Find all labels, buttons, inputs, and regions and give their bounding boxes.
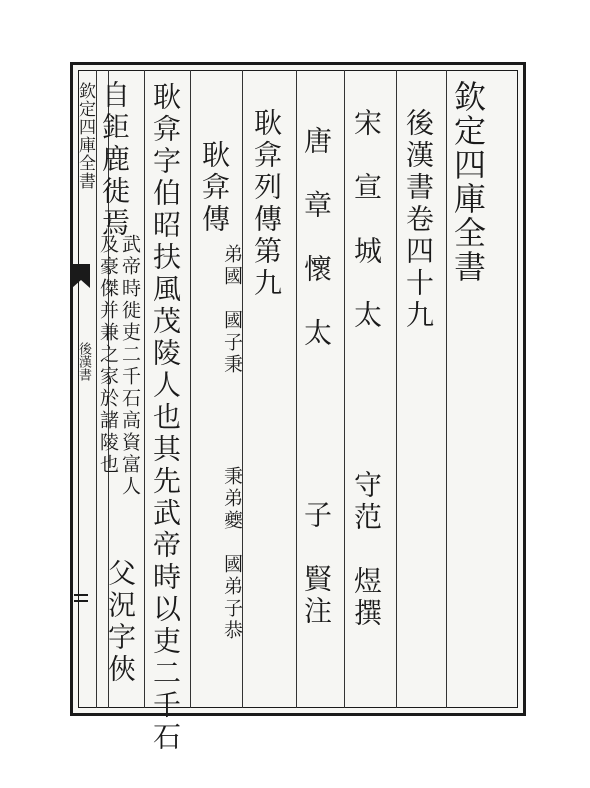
column-biography-title: 耿弇傳 [198, 140, 231, 236]
margin-page-mark [74, 600, 88, 602]
column-annotator-name: 子 賢注 [300, 500, 333, 628]
column-commentary: 武帝時徙吏二千石高資富人 [119, 234, 141, 498]
column-author-name: 守范 煜撰 [350, 470, 383, 630]
column-book-title: 欽定四庫全書 [449, 80, 487, 284]
column-rule [344, 70, 345, 708]
margin-page-mark [74, 594, 88, 596]
column-annotator-title: 唐 章 懷 太 [300, 126, 333, 350]
margin-book-title: 欽定四庫全書 [75, 82, 95, 190]
column-biography-note: 秉弟夔 國弟子恭 [221, 466, 243, 642]
column-commentary: 及豪傑并兼之家於諸陵也 [97, 234, 119, 476]
column-author-title: 宋 宣 城 太 [350, 108, 383, 332]
column-rule [144, 70, 145, 708]
column-main-text: 耿弇字伯昭扶風茂陵人也其先武帝時以吏二千石 [149, 82, 182, 754]
column-rule [296, 70, 297, 708]
column-volume-title: 後漢書卷四十九 [402, 108, 435, 332]
column-main-text: 自鉅鹿徙焉 [98, 80, 131, 240]
column-main-text: 父況字俠 [104, 558, 137, 686]
column-chapter-title: 耿弇列傳第九 [250, 108, 283, 300]
column-rule [446, 70, 447, 708]
fishtail-mark [72, 264, 90, 280]
column-rule [396, 70, 397, 708]
column-biography-note: 弟國 國子秉 [221, 244, 243, 376]
column-rule [190, 70, 191, 708]
margin-section-title: 後漢書 [76, 342, 91, 381]
